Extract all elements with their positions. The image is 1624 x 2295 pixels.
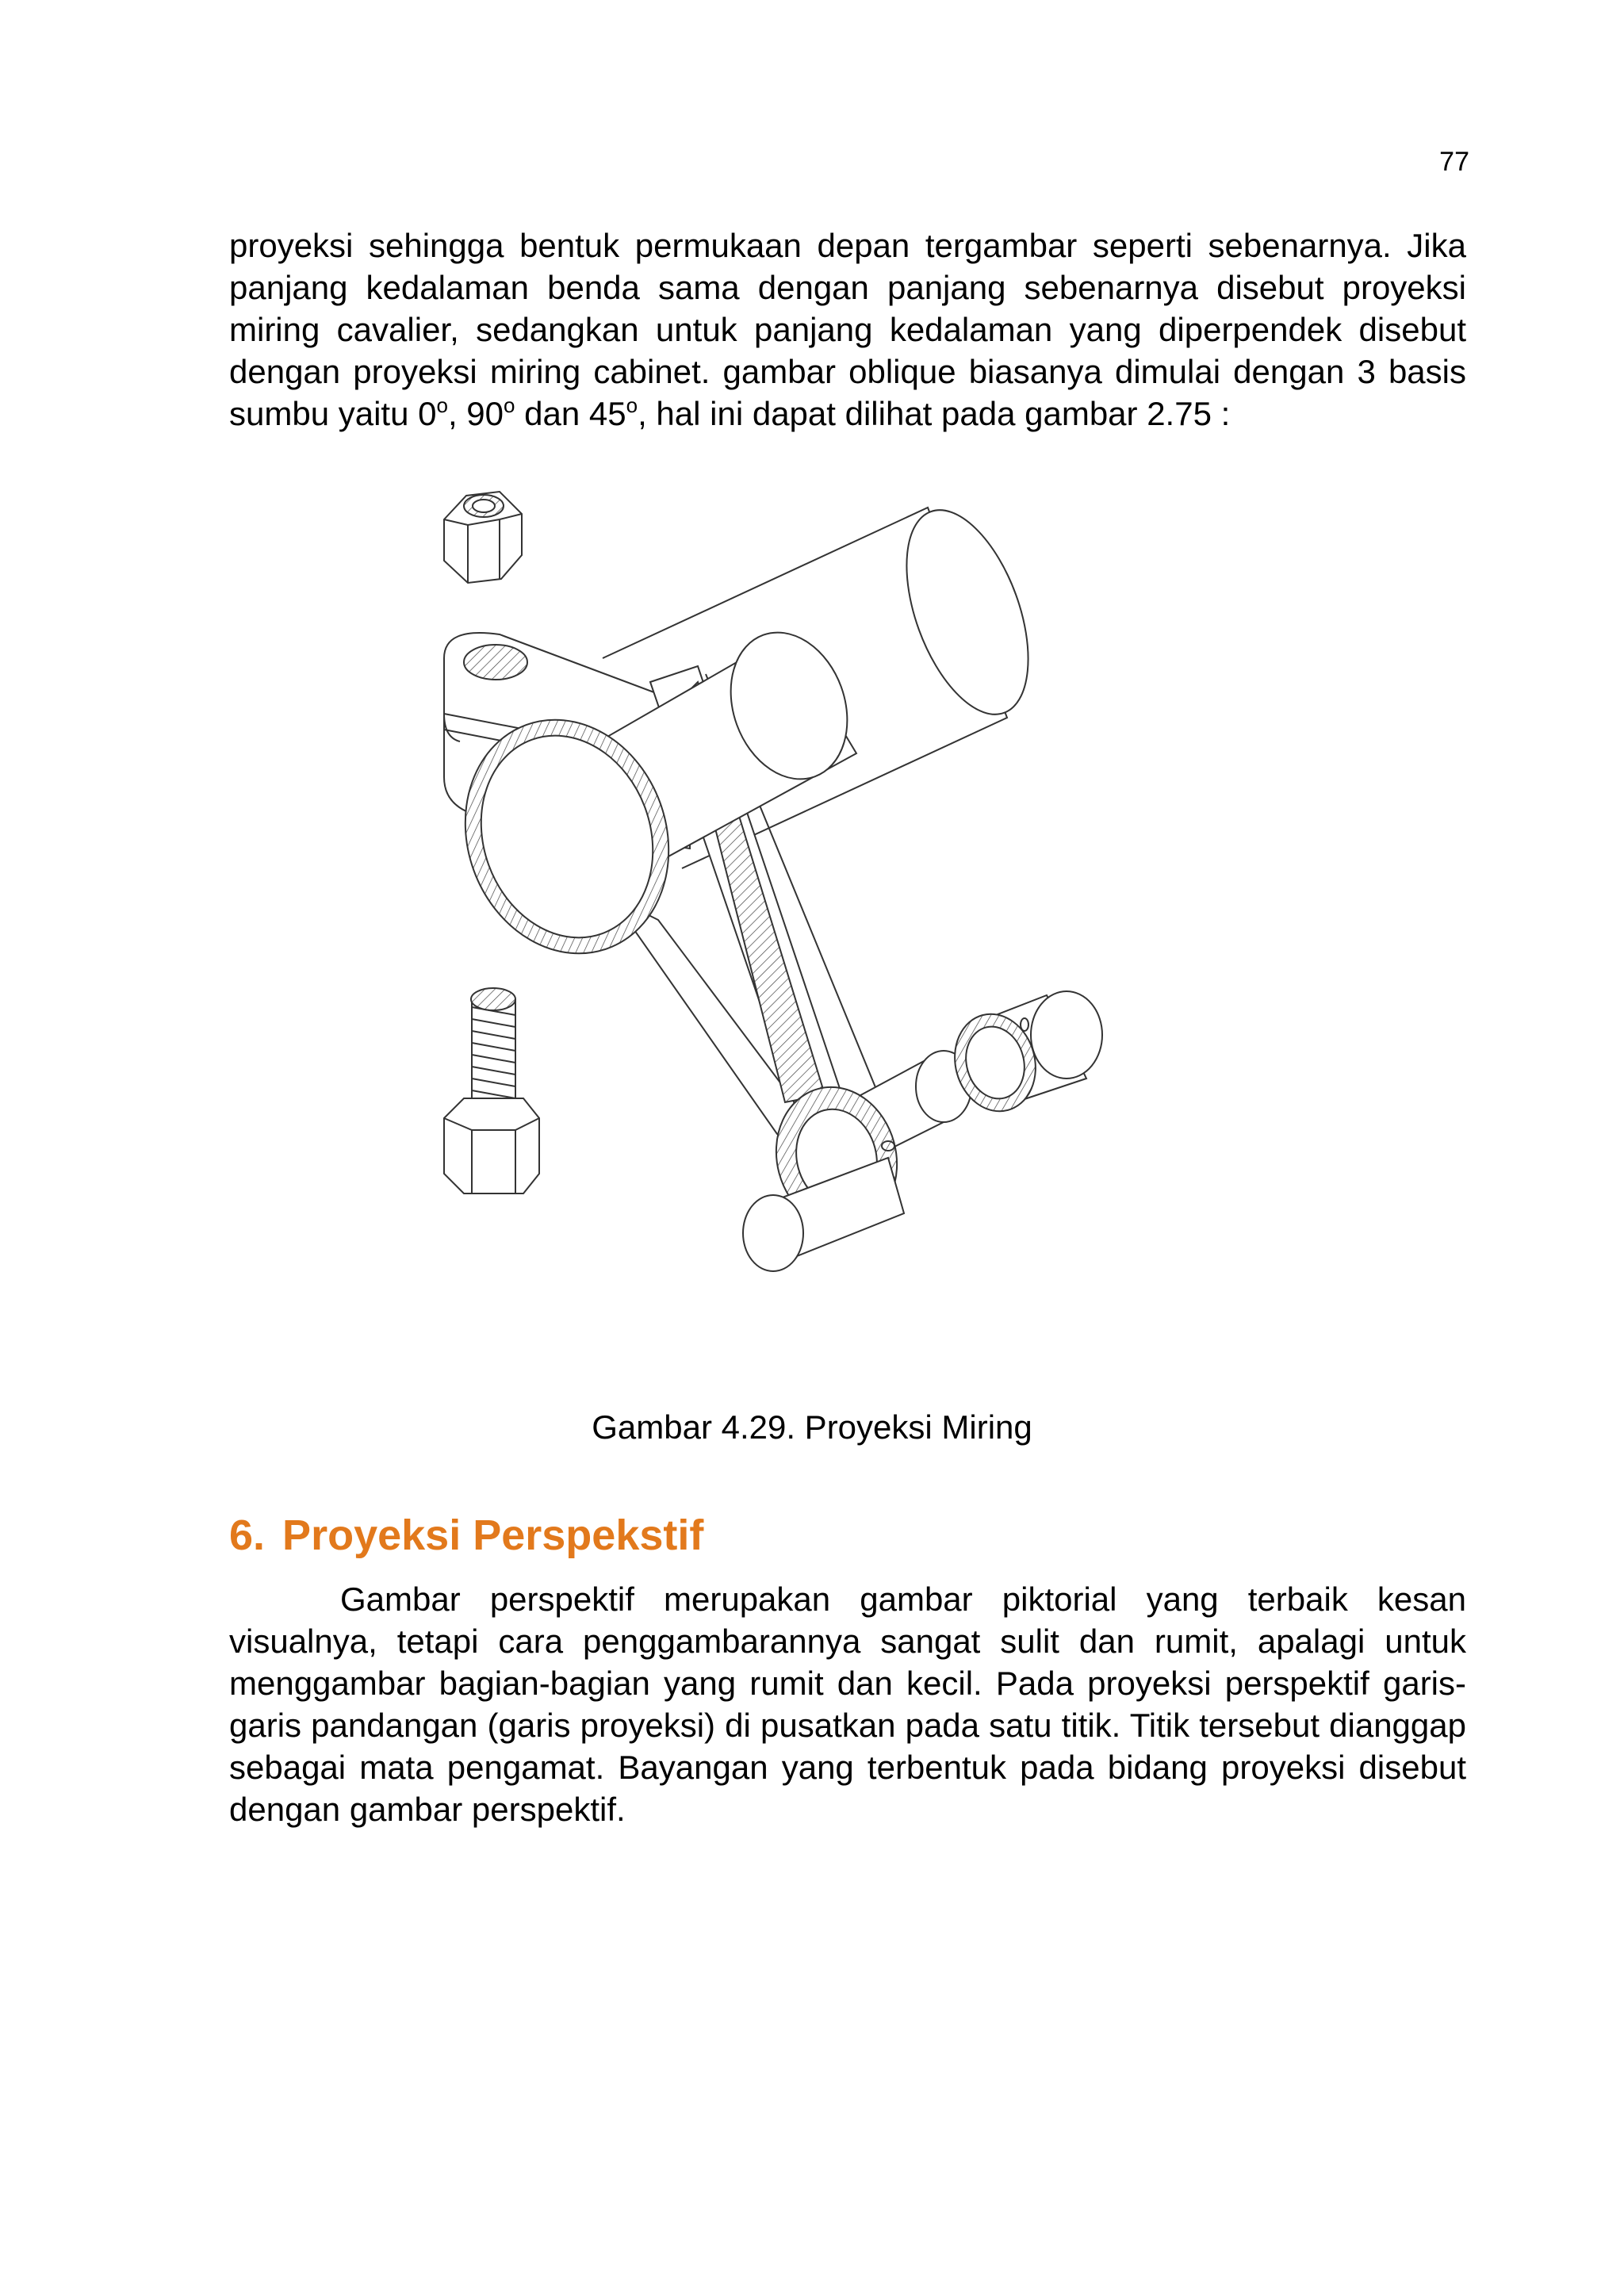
section-title: Proyeksi Perspekstif	[282, 1511, 704, 1559]
section-paragraph: Gambar perspektif merupakan gambar piktorial yang terbaik kesan visualnya, tetapi cara penggambarannya sangat sulit dan rumit, apalagi untuk menggambar bagian-bagian yang rumit dan kecil. Pada proyeksi perspektif garis-garis pandangan (garis proyeksi) di pusatkan pada satu titik. Titik tersebut dianggap sebagai mata pengamat. Bayangan yang terbentuk pada bidang proyeksi disebut dengan gambar perspektif.	[229, 1580, 1466, 1828]
hex-nut	[444, 492, 522, 583]
intro-paragraph: proyeksi sehingga bentuk permukaan depan tergambar seperti sebenarnya. Jika panjang kedalaman benda sama dengan panjang sebenarnya disebut proyeksi miring cavalier, sedangkan untuk panjang kedalaman yang diperpendek disebut dengan proyeksi miring cabinet. gambar oblique biasanya dimulai dengan 3 basis sumbu yaitu 0$^o$, 90$^o$ dan 45$^o$, hal ini dapat dilihat pada gambar 2.75 :	[229, 227, 1466, 432]
page-number: 77	[1439, 147, 1469, 177]
oblique-projection-drawing	[412, 476, 1126, 1293]
hex-bolt	[444, 988, 539, 1193]
section-number: 6.	[229, 1511, 266, 1559]
section-heading	[229, 1511, 703, 1560]
figure-caption: Gambar 4.29. Proyeksi Miring	[592, 1408, 1032, 1446]
